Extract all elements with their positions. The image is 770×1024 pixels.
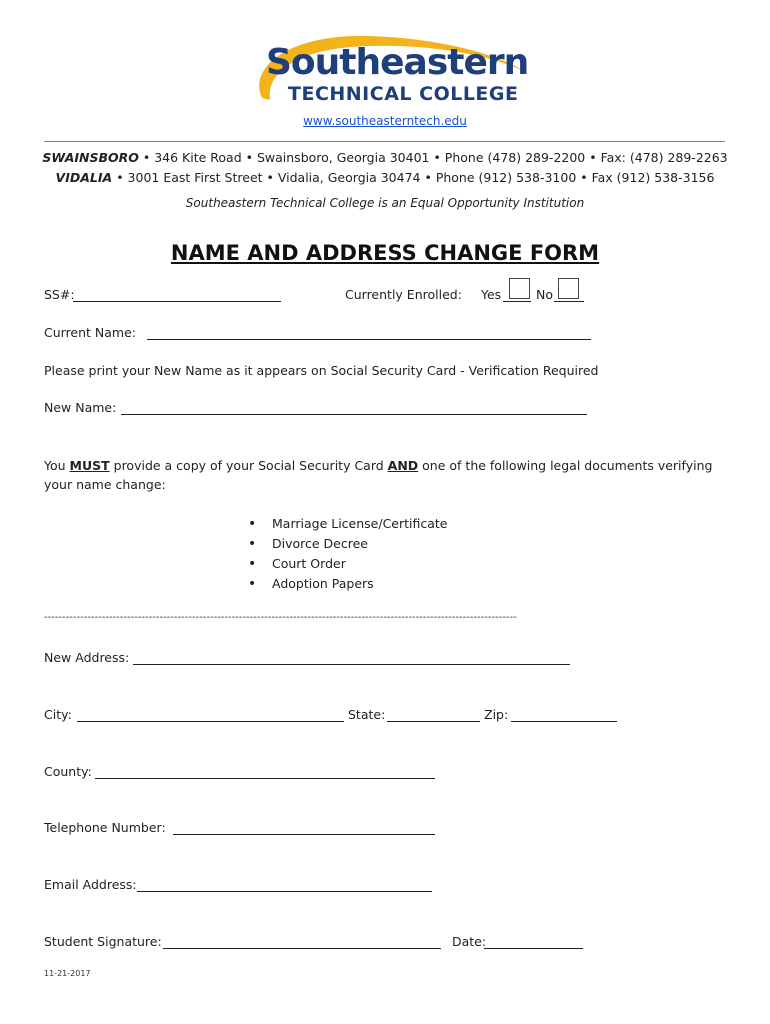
- college-logo: [248, 28, 538, 116]
- no-underline: [554, 301, 584, 302]
- form-title: NAME AND ADDRESS CHANGE FORM: [170, 241, 600, 265]
- city-field[interactable]: [77, 721, 344, 722]
- campus-vidalia: [0, 170, 770, 185]
- website-link[interactable]: www.southeasterntech.edu: [303, 114, 467, 128]
- new-name-field[interactable]: [121, 414, 587, 415]
- enrolled-label: Currently Enrolled:: [345, 287, 462, 302]
- requirement-text: provide a copy of your Social Security Card: [109, 458, 388, 473]
- enrolled-no-checkbox[interactable]: [558, 278, 579, 299]
- zip-label: Zip:: [484, 707, 509, 722]
- new-address-label: New Address:: [44, 650, 130, 665]
- yes-underline: [503, 301, 531, 302]
- no-label: No: [536, 287, 553, 302]
- date-field[interactable]: [484, 948, 583, 949]
- telephone-label: Telephone Number:: [44, 820, 166, 835]
- county-field[interactable]: [95, 778, 435, 779]
- current-name-label: Current Name:: [44, 325, 137, 340]
- and-emphasis: AND: [387, 458, 419, 473]
- state-field[interactable]: [387, 721, 480, 722]
- campus-details: • 346 Kite Road • Swainsboro, Georgia 30401 • Phone (478) 289-2200 • Fax: (478) 289-2263: [138, 150, 728, 165]
- requirement-text: one of the following legal documents verifying: [418, 458, 713, 473]
- list-item: • Adoption Papers: [248, 574, 448, 594]
- zip-field[interactable]: [511, 721, 617, 722]
- date-label: Date:: [452, 934, 487, 949]
- equal-opportunity-statement: Southeastern Technical College is an Equal Opportunity Institution: [185, 196, 585, 210]
- logo-wordmark: Southeastern: [266, 42, 529, 83]
- campus-swainsboro: [0, 150, 770, 165]
- city-label: City:: [44, 707, 72, 722]
- new-address-field[interactable]: [133, 664, 570, 665]
- documents-list: [248, 514, 448, 594]
- requirement-line-2: your name change:: [44, 477, 166, 492]
- telephone-field[interactable]: [173, 834, 435, 835]
- requirement-line-1: [44, 458, 712, 473]
- list-item: • Marriage License/Certificate: [248, 514, 448, 534]
- email-label: Email Address:: [44, 877, 137, 892]
- enrolled-yes-checkbox[interactable]: [509, 278, 530, 299]
- section-separator: -----------------------------------------------------------------------------------------------------------------------------------: [44, 612, 517, 623]
- state-label: State:: [348, 707, 386, 722]
- yes-label: Yes: [481, 287, 502, 302]
- revision-date: 11-21-2017: [44, 969, 91, 978]
- logo-subtitle: TECHNICAL COLLEGE: [288, 83, 519, 105]
- list-item: • Court Order: [248, 554, 448, 574]
- new-name-instruction: Please print your New Name as it appears on Social Security Card - Verification Required: [44, 363, 599, 378]
- new-name-label: New Name:: [44, 400, 117, 415]
- email-field[interactable]: [137, 891, 432, 892]
- signature-label: Student Signature:: [44, 934, 162, 949]
- ss-label: SS#:: [44, 287, 75, 302]
- campus-name: SWAINSBORO: [42, 150, 139, 165]
- list-item: • Divorce Decree: [248, 534, 448, 554]
- campus-name: VIDALIA: [55, 170, 113, 185]
- requirement-text: You: [44, 458, 70, 473]
- ss-field[interactable]: [73, 301, 281, 302]
- must-emphasis: MUST: [69, 458, 110, 473]
- campus-details: • 3001 East First Street • Vidalia, Georgia 30474 • Phone (912) 538-3100 • Fax (912) 538-3156: [112, 170, 715, 185]
- header-divider: [44, 141, 725, 142]
- county-label: County:: [44, 764, 92, 779]
- signature-field[interactable]: [163, 948, 441, 949]
- current-name-field[interactable]: [147, 339, 591, 340]
